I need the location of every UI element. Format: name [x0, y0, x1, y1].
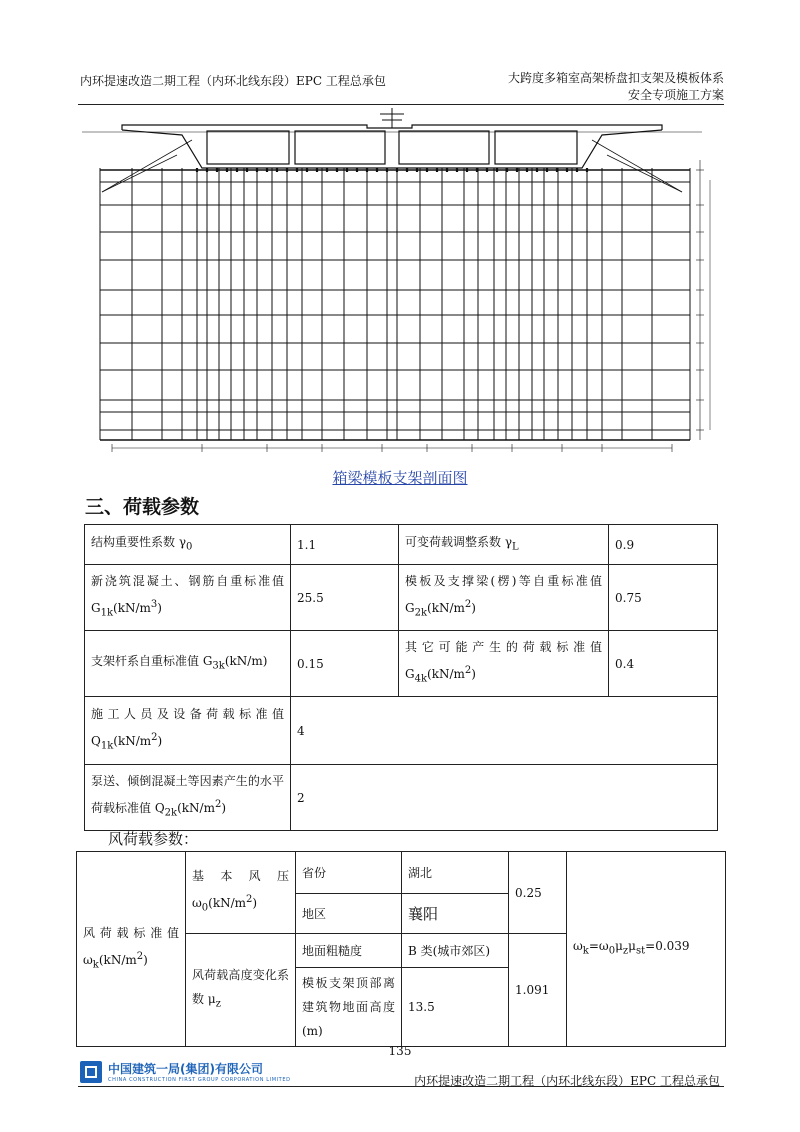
construction-load-value: 4: [291, 697, 718, 765]
wind-load-subtitle: 风荷载参数：: [108, 830, 199, 848]
company-logo: [80, 1060, 291, 1083]
variable-load-factor-value: 0.9: [609, 525, 718, 565]
footer-rule: [78, 1086, 724, 1087]
formwork-support-section-drawing: [82, 100, 722, 460]
province-value: 湖北: [402, 852, 509, 894]
table-row: [85, 565, 718, 631]
horizontal-load-label: 泵送、倾倒混凝土等因素产生的水平 荷载标准值 $Q_{2k}(kN/m^2)$: [85, 765, 291, 831]
page-number: 135: [388, 1044, 412, 1058]
height-coefficient-value: 1.091: [509, 934, 567, 1047]
roughness-label: 地面粗糙度: [296, 934, 402, 968]
construction-load-label: 施工人员及设备荷载标准值 $Q_{1k}(kN/m^2)$: [85, 697, 291, 765]
footer-project-title: 内环提速改造二期工程（内环北线东段）EPC 工程总承包: [414, 1074, 720, 1088]
formwork-weight-label: 模板及支撑梁(楞)等自重标准值 $G_{2k}(kN/m^2)$: [399, 565, 609, 631]
table-row: [77, 852, 726, 894]
company-name-cn: 中国建筑一局(集团)有限公司: [108, 1062, 263, 1076]
province-label: 省份: [296, 852, 402, 894]
company-name-en: CHINA CONSTRUCTION FIRST GROUP CORPORATION LIMITED: [108, 1077, 291, 1083]
structure-importance-value: 1.1: [291, 525, 399, 565]
frame-weight-label: 支架杆系自重标准值 $G_{3k}(kN/m)$: [85, 631, 291, 697]
header-left-title: 内环提速改造二期工程（内环北线东段）EPC 工程总承包: [80, 74, 386, 88]
section-title: 三、荷载参数: [85, 496, 200, 518]
height-coefficient-label: 风荷载高度变化系 数 $\mu_z$: [186, 934, 296, 1047]
basic-wind-pressure-label: 基本风压 $\omega_0(kN/m^2)$: [186, 852, 296, 934]
header-right-line2: 安全专项施工方案: [627, 88, 724, 102]
figure-caption[interactable]: 箱梁模板支架剖面图: [332, 469, 468, 487]
load-parameter-table: [84, 524, 718, 831]
formwork-weight-value: 0.75: [609, 565, 718, 631]
roughness-value: B 类(城市郊区): [402, 934, 509, 968]
wind-standard-label: 风荷载标准值 $\omega_k(kN/m^2)$: [77, 852, 186, 1047]
table-row: [85, 697, 718, 765]
wind-load-table: [76, 851, 726, 1047]
region-value: 襄阳: [402, 894, 509, 934]
wind-formula: $\omega_k=\omega_0\mu_z\mu_{st}=0.039$: [567, 852, 726, 1047]
table-row: [85, 631, 718, 697]
region-label: 地区: [296, 894, 402, 934]
variable-load-factor-label: 可变荷载调整系数 $\gamma_L$: [399, 525, 609, 565]
top-height-label: 模板支架顶部离建筑物地面高度(m): [296, 968, 402, 1047]
structure-importance-label: 结构重要性系数 $\gamma_0$: [85, 525, 291, 565]
other-load-label: 其它可能产生的荷载标准值 $G_{4k}(kN/m^2)$: [399, 631, 609, 697]
horizontal-load-value: 2: [291, 765, 718, 831]
concrete-weight-value: 25.5: [291, 565, 399, 631]
concrete-weight-label: 新浇筑混凝土、钢筋自重标准值 $G_{1k}(kN/m^3)$: [85, 565, 291, 631]
basic-wind-pressure-value: 0.25: [509, 852, 567, 934]
other-load-value: 0.4: [609, 631, 718, 697]
header-right-line1: 大跨度多箱室高架桥盘扣支架及模板体系: [507, 71, 724, 85]
header-right-title: [508, 70, 724, 104]
table-row: [85, 525, 718, 565]
top-height-value: 13.5: [402, 968, 509, 1047]
table-row: [85, 765, 718, 831]
frame-weight-value: 0.15: [291, 631, 399, 697]
cscec-logo-icon: [80, 1061, 102, 1083]
